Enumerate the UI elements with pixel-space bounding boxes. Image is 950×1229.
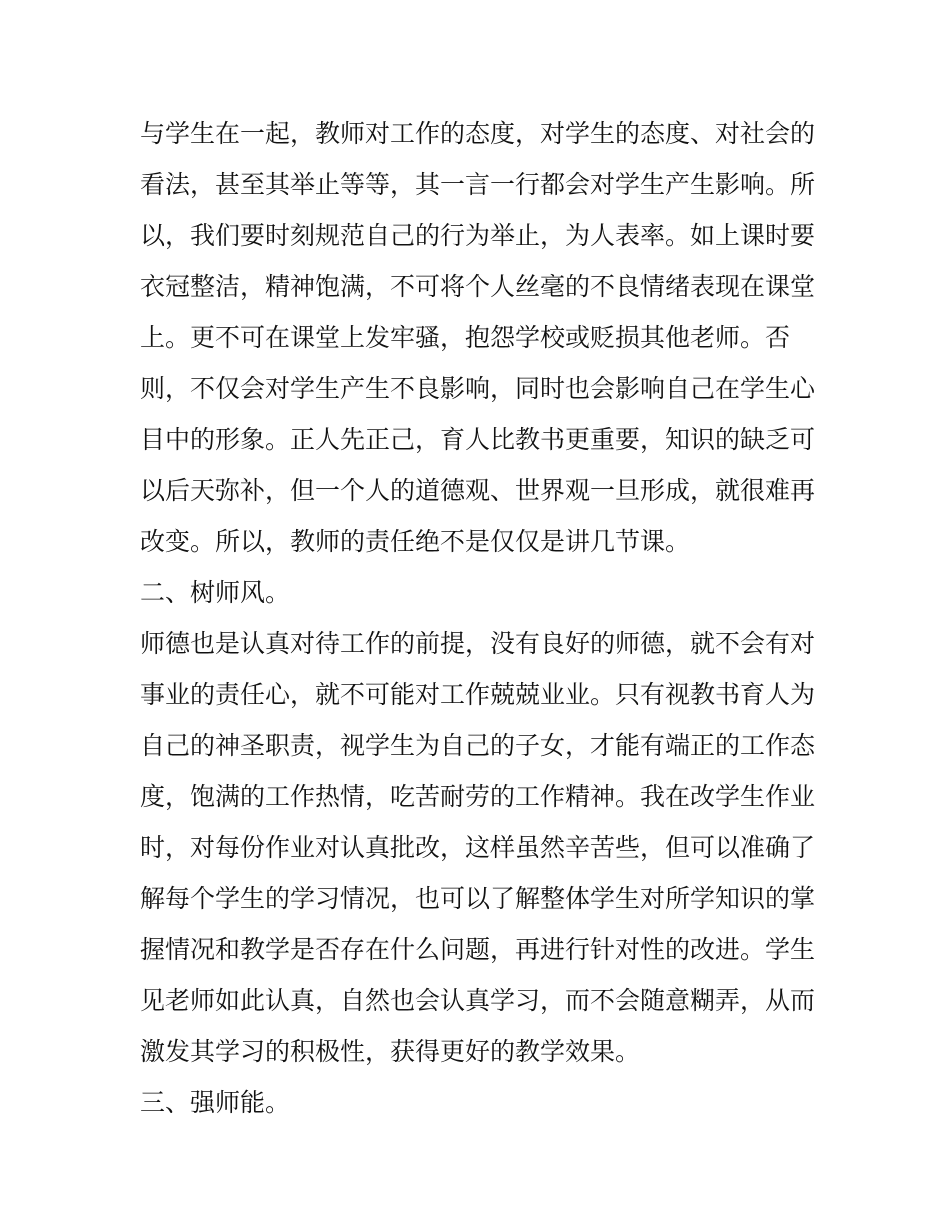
text-line: 改变。所以，教师的责任绝不是仅仅是讲几节课。 xyxy=(140,527,691,556)
document-body xyxy=(140,108,820,1128)
text-line: 师德也是认真对待工作的前提，没有良好的师德，就不会有对 xyxy=(140,629,816,658)
text-line: 激发其学习的积极性，获得更好的教学效果。 xyxy=(140,1037,641,1066)
text-line: 度，饱满的工作热情，吃苦耐劳的工作精神。我在改学生作业 xyxy=(140,782,816,811)
text-line: 握情况和教学是否存在什么问题，再进行针对性的改进。学生 xyxy=(140,935,816,964)
section-heading-3: 三、强师能。 xyxy=(140,1088,291,1117)
paragraph-teacher-ethics xyxy=(140,618,820,1077)
text-line: 目中的形象。正人先正己，育人比教书更重要，知识的缺乏可 xyxy=(140,425,816,454)
section-heading-2: 二、树师风。 xyxy=(140,578,291,607)
text-line: 见老师如此认真，自然也会认真学习，而不会随意糊弄，从而 xyxy=(140,986,816,1015)
text-line: 事业的责任心，就不可能对工作兢兢业业。只有视教书育人为 xyxy=(140,680,816,709)
text-line: 以，我们要时刻规范自己的行为举止，为人表率。如上课时要 xyxy=(140,221,816,250)
text-line: 衣冠整洁，精神饱满，不可将个人丝毫的不良情绪表现在课堂 xyxy=(140,272,816,301)
text-line: 解每个学生的学习情况，也可以了解整体学生对所学知识的掌 xyxy=(140,884,816,913)
paragraph-teacher-role xyxy=(140,108,820,567)
text-line: 以后天弥补，但一个人的道德观、世界观一旦形成，就很难再 xyxy=(140,476,816,505)
text-line: 上。更不可在课堂上发牢骚，抱怨学校或贬损其他老师。否 xyxy=(140,323,791,352)
text-line: 则，不仅会对学生产生不良影响，同时也会影响自己在学生心 xyxy=(140,374,816,403)
text-line: 看法，甚至其举止等等，其一言一行都会对学生产生影响。所 xyxy=(140,170,816,199)
text-line: 与学生在一起，教师对工作的态度，对学生的态度、对社会的 xyxy=(140,119,816,148)
text-line: 自己的神圣职责，视学生为自己的子女，才能有端正的工作态 xyxy=(140,731,816,760)
text-line: 时，对每份作业对认真批改，这样虽然辛苦些，但可以准确了 xyxy=(140,833,816,862)
